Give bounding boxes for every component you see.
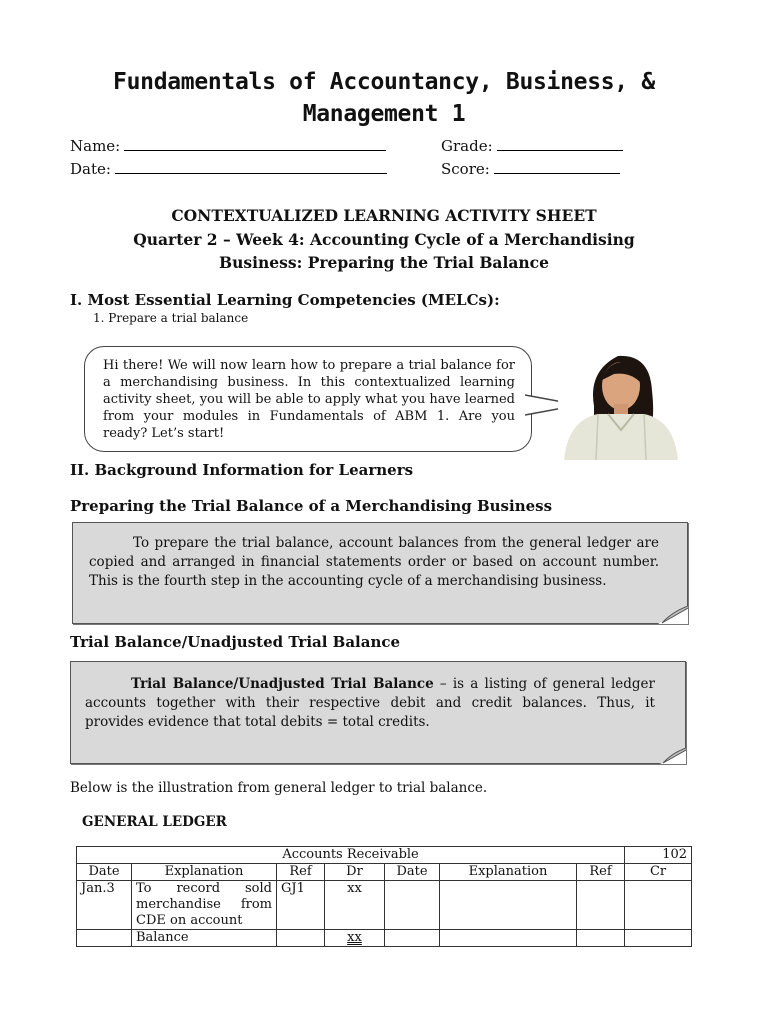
- score-label: Score:: [441, 160, 490, 178]
- ledger-account-row: [77, 847, 692, 864]
- score-field[interactable]: [441, 159, 620, 178]
- row2-explanation: Balance: [132, 930, 277, 947]
- sheet-subtitle-2: Business: Preparing the Trial Balance: [219, 253, 549, 272]
- col-date-dr: Date: [77, 864, 132, 881]
- col-explanation-cr: Explanation: [440, 864, 577, 881]
- trial-balance-subheading: Preparing the Trial Balance of a Merchandising Business: [70, 497, 553, 515]
- sheet-subtitle-1: Quarter 2 – Week 4: Accounting Cycle of a Merchandising: [133, 230, 635, 249]
- note-1-text: To prepare the trial balance, account balances from the general ledger are copied and arranged in financial statements order or based on account number. This is the fourth step in the accounting cycle of a merchandising business.: [89, 535, 659, 589]
- note-1-curl: [658, 606, 688, 624]
- note-2-term: Trial Balance/Unadjusted Trial Balance: [131, 676, 434, 692]
- score-blank[interactable]: [494, 159, 620, 174]
- trial-balance-heading: Trial Balance/Unadjusted Trial Balance: [70, 633, 401, 651]
- name-blank[interactable]: [124, 136, 386, 151]
- sheet-title: CONTEXTUALIZED LEARNING ACTIVITY SHEET: [171, 206, 597, 225]
- col-ref-dr: Ref: [277, 864, 325, 881]
- note-2-curl: [660, 748, 686, 764]
- row1-date: Jan.3: [77, 881, 132, 930]
- general-ledger-table: [76, 846, 692, 947]
- teacher-photo: [558, 346, 682, 460]
- note-2-definition: – is a listing of general ledger accounts together with their respective debit and credit balances. Thus, it provides evidence that total debits = total credits.: [85, 676, 655, 730]
- table-row: [77, 881, 692, 930]
- date-label: Date:: [70, 160, 111, 178]
- grade-blank[interactable]: [497, 136, 623, 151]
- row2-dr: xx: [325, 930, 385, 947]
- table-row: [77, 930, 692, 947]
- title-line-1: Fundamentals of Accountancy, Business, &: [113, 69, 655, 95]
- note-2-text: [85, 675, 655, 732]
- account-name: Accounts Receivable: [77, 847, 625, 864]
- document-title: [40, 66, 728, 130]
- row1-ref: GJ1: [277, 881, 325, 930]
- col-explanation-dr: Explanation: [132, 864, 277, 881]
- melc-item-1: 1. Prepare a trial balance: [93, 311, 249, 325]
- speech-bubble: [84, 346, 532, 452]
- col-cr: Cr: [625, 864, 692, 881]
- ledger-header-row: [77, 864, 692, 881]
- col-dr: Dr: [325, 864, 385, 881]
- date-blank[interactable]: [115, 159, 387, 174]
- melcs-heading: I. Most Essential Learning Competencies (MELCs):: [70, 291, 500, 309]
- row1-dr: xx: [325, 881, 385, 930]
- col-date-cr: Date: [385, 864, 440, 881]
- title-line-2: Management 1: [302, 101, 466, 127]
- account-number: 102: [625, 847, 692, 864]
- background-heading: II. Background Information for Learners: [70, 461, 414, 479]
- grade-label: Grade:: [441, 137, 493, 155]
- date-field[interactable]: [70, 159, 387, 178]
- definition-note-1: [72, 522, 688, 624]
- grade-field[interactable]: [441, 136, 623, 155]
- name-field[interactable]: [70, 136, 386, 155]
- col-ref-cr: Ref: [577, 864, 625, 881]
- bubble-text: Hi there! We will now learn how to prepare a trial balance for a merchandising business. In this contextualized learning activity sheet, you will be able to apply what you have learned from your modules in Fundamentals of ABM 1. Are you ready? Let’s start!: [103, 358, 515, 441]
- general-ledger-heading: GENERAL LEDGER: [82, 814, 227, 830]
- definition-note-2: [70, 661, 686, 764]
- row1-explanation: To record sold merchandise from CDE on account: [132, 881, 277, 930]
- illustration-text: Below is the illustration from general ledger to trial balance.: [70, 780, 488, 796]
- name-label: Name:: [70, 137, 121, 155]
